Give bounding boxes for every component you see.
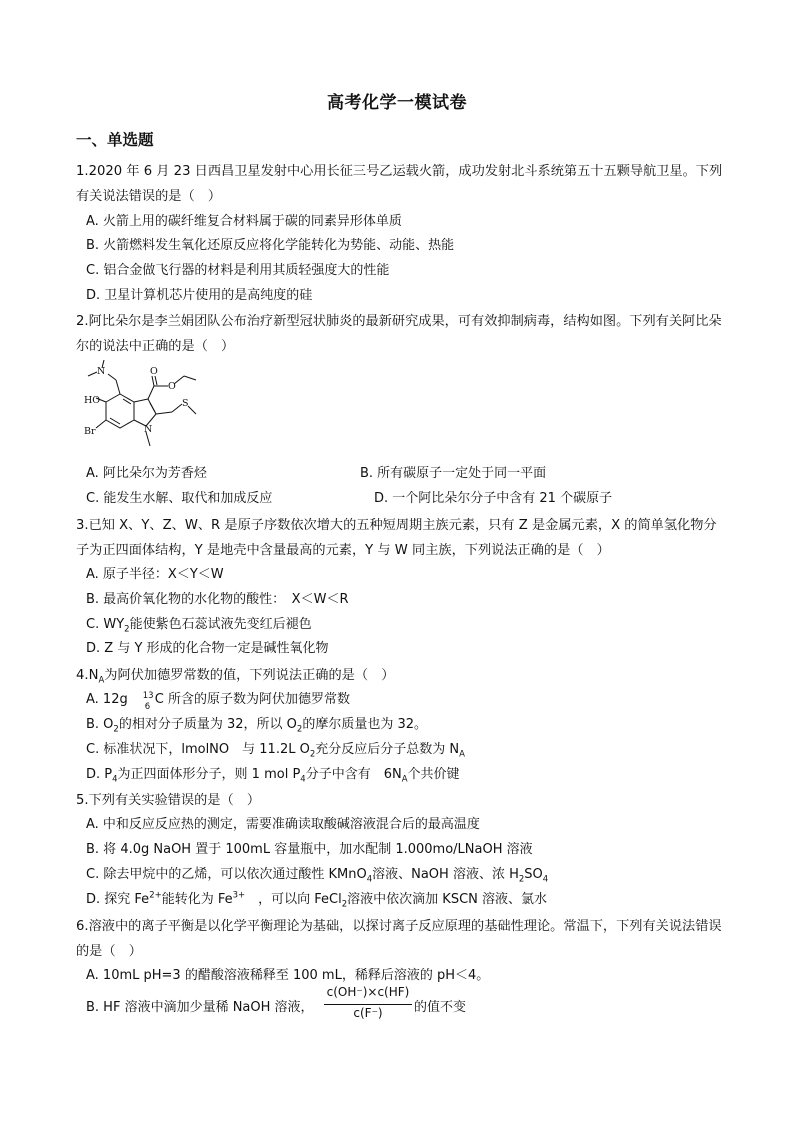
- question-2-option-c[interactable]: C. 能发生水解、取代和加成反应: [86, 491, 273, 506]
- question-5-option-a[interactable]: A. 中和反应反应热的测定，需要准确读取酸碱溶液混合后的最高温度: [86, 817, 480, 832]
- question-2-option-b[interactable]: B. 所有碳原子一定处于同一平面: [360, 466, 547, 481]
- question-3-option-a[interactable]: A. 原子半径：X＜Y＜W: [86, 567, 224, 582]
- question-4-option-a[interactable]: A. 12g 13 6 C 所含的原子数为阿伏加德罗常数: [86, 691, 350, 712]
- question-4-option-b[interactable]: B. $O_2$的相对分子质量为 32，所以 $O_2$的摩尔质量也为 32。: [86, 717, 427, 735]
- question-6-stem: 6.溶液中的离子平衡是以化学平衡理论为基础，以探讨离子反应原理的基础性理论。常温下，下列有关说法错误的是（ ）: [76, 919, 722, 959]
- sulfur-label: S: [182, 398, 189, 409]
- question-1-option-a[interactable]: A. 火箭上用的碳纤维复合材料属于碳的同素异形体单质: [86, 214, 402, 229]
- question-5-stem: 5.下列有关实验错误的是（ ）: [76, 793, 261, 808]
- question-6-option-a[interactable]: A. 10mL pH=3 的醋酸溶液稀释至 100 mL，稀释后溶液的 pH＜4。: [86, 968, 490, 983]
- section-heading: 一、单选题: [76, 131, 154, 149]
- question-4-option-d[interactable]: D. $P_4$为正四面体形分子，则 1 mol $P_4$分子中含有 $6N_A$个共价键: [86, 767, 460, 785]
- question-6-option-b-prefix[interactable]: B. HF 溶液中滴加少量稀 NaOH 溶液，: [86, 1000, 314, 1015]
- question-2-option-d[interactable]: D. 一个阿比朵尔分子中含有 21 个碳原子: [374, 491, 613, 506]
- hydroxyl-label: HO: [84, 395, 101, 406]
- question-1-stem: 1.2020 年 6 月 23 日西昌卫星发射中心用长征三号乙运载火箭，成功发射北斗系统第五十五颗导航卫星。下列有关说法错误的是（ ）: [76, 164, 723, 204]
- fraction-numerator: c(OH⁻)×c(HF): [326, 985, 410, 999]
- question-1-option-d[interactable]: D. 卫星计算机芯片使用的是高纯度的硅: [86, 288, 313, 303]
- question-5-option-b[interactable]: B. 将 4.0g NaOH 置于 100mL 容量瓶中，加水配制 1.000mo/LNaOH 溶液: [86, 842, 533, 857]
- page-title: 高考化学一模试卷: [327, 93, 467, 113]
- question-3-option-d[interactable]: D. Z 与 Y 形成的化合物一定是碱性氧化物: [86, 641, 329, 656]
- question-1-option-b[interactable]: B. 火箭燃料发生氧化还原反应将化学能转化为势能、动能、热能: [86, 238, 455, 253]
- fraction-denominator: c(F⁻): [353, 1006, 383, 1020]
- question-1-option-c[interactable]: C. 铝合金做飞行器的材料是利用其质轻强度大的性能: [86, 263, 390, 278]
- fraction-bar: [324, 1004, 412, 1005]
- question-5-option-c[interactable]: C. 除去甲烷中的乙烯，可以依次通过酸性 KMnO$_4$溶液、NaOH 溶液、浓 $H_2SO_4$: [86, 867, 549, 885]
- question-2-stem: 2.阿比朵尔是李兰娟团队公布治疗新型冠状肺炎的最新研究成果，可有效抑制病毒，结构如图。下列有关阿比朵尔的说法中正确的是（ ）: [76, 314, 722, 354]
- carbonyl-oxygen-label: O: [150, 366, 158, 377]
- question-6-option-b-suffix: 的值不变: [414, 1000, 467, 1015]
- question-4-option-c[interactable]: C. 标准状况下，lmolNO 与 11.2L $O_2$充分反应后分子总数为 $N_A$: [86, 742, 465, 760]
- amine-nitrogen-label: N: [97, 366, 106, 377]
- ester-oxygen-label: O: [168, 381, 176, 392]
- question-5-option-d[interactable]: D. 探究 $Fe^{2+}$能转化为 $Fe^{3+}$ ，可以向 FeCl$_2$溶液中依次滴加 KSCN 溶液、氯水: [86, 890, 548, 910]
- question-3-option-c[interactable]: C. $WY_2$能使紫色石蕊试液先变红后褪色: [86, 617, 312, 635]
- carbon-13-nuclide: 13 6: [142, 691, 154, 712]
- question-4-stem: $4.N_A$为阿伏加德罗常数的值，下列说法正确的是（ ）: [76, 668, 395, 686]
- question-3-option-b[interactable]: B. 最高价氧化物的水化物的酸性： X＜W＜R: [86, 592, 349, 607]
- question-3-stem: 3.已知 X、Y、Z、W、R 是原子序数依次增大的五种短周期主族元素，只有 Z 是金属元素，X 的简单氢化物分子为正四面体结构，Y 是地壳中含量最高的元素，Y 与 W 同主族，下列说法正确的是（ ）: [76, 518, 717, 558]
- question-2-option-a[interactable]: A. 阿比朵尔为芳香烃: [86, 466, 207, 481]
- bromine-label: Br: [84, 426, 96, 437]
- arbidol-structure-image: [82, 356, 242, 460]
- question-6-option-b-fraction: [322, 985, 414, 1025]
- ring-nitrogen-label: N: [144, 424, 153, 435]
